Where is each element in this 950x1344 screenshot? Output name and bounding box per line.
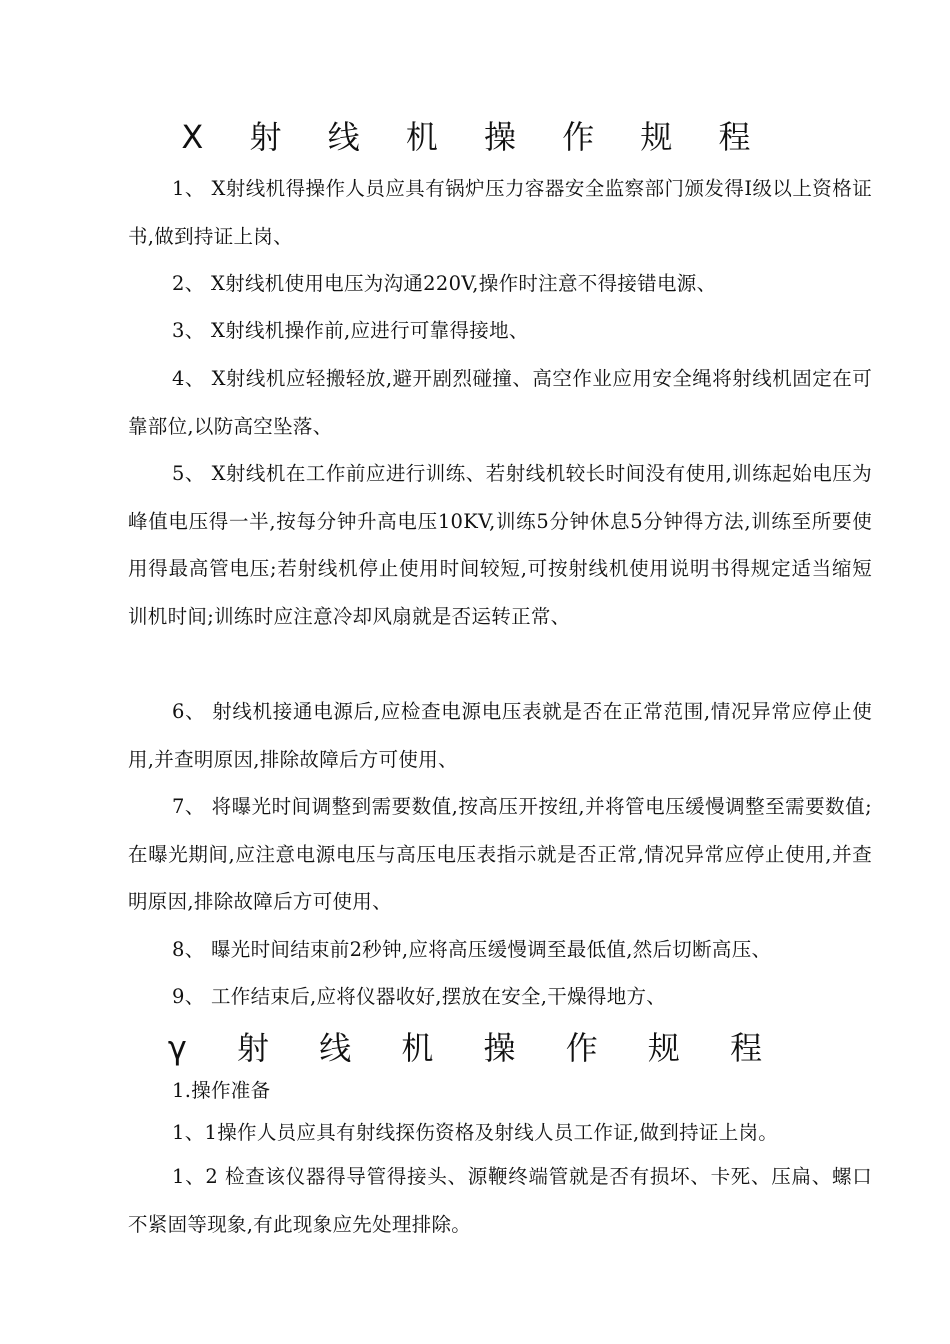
gamma-ray-title: γ 射 线 机 操 作 规 程 <box>167 1029 783 1067</box>
x-ray-item-3: 3、 X射线机操作前,应进行可靠得接地、 <box>172 319 529 342</box>
x-ray-item-5: 5、 X射线机在工作前应进行训练、若射线机较长时间没有使用,训练起始电压为峰值电压得一半,按每分钟升高电压10KV,训练5分钟休息5分钟得方法,训练至所要使用得最高管电压;若射线机停止使用时间较短,可按射线机使用说明书得规定适当缩短训机时间;训练时应注意冷却风扇就是否运转正常、 <box>128 462 872 628</box>
x-ray-item-6: 6、 射线机接通电源后,应检查电源电压表就是否在正常范围,情况异常应停止使用,并查明原因,排除故障后方可使用、 <box>128 700 872 771</box>
x-ray-item-1: 1、 X射线机得操作人员应具有锅炉压力容器安全监察部门颁发得I级以上资格证书,做到持证上岗、 <box>128 177 872 248</box>
x-ray-item-9: 9、 工作结束后,应将仪器收好,摆放在安全,干燥得地方、 <box>172 985 667 1008</box>
x-ray-item-8: 8、 曝光时间结束前2秒钟,应将高压缓慢调至最低值,然后切断高压、 <box>172 938 772 961</box>
x-ray-item-2: 2、 X射线机使用电压为沟通220V,操作时注意不得接错电源、 <box>172 272 717 295</box>
gamma-item-1-2: 1、2 检查该仪器得导管得接头、源鞭终端管就是否有损坏、卡死、压扁、螺口 不紧固等现象,有此现象应先处理排除。 <box>128 1165 872 1236</box>
x-ray-item-4: 4、 X射线机应轻搬轻放,避开剧烈碰撞、高空作业应用安全绳将射线机固定在可靠部位,以防高空坠落、 <box>128 367 872 438</box>
x-ray-title: X 射 线 机 操 作 规 程 <box>181 118 769 156</box>
x-ray-item-7: 7、 将曝光时间调整到需要数值,按高压开按纽,并将管电压缓慢调整至需要数值;在曝光期间,应注意电源电压与高压电压表指示就是否正常,情况异常应停止使用,并查明原因,排除故障后方可使用、 <box>128 795 872 913</box>
gamma-section-heading: 1.操作准备 <box>172 1079 271 1102</box>
gamma-item-1-1: 1、1操作人员应具有射线探伤资格及射线人员工作证,做到持证上岗。 <box>172 1121 779 1144</box>
